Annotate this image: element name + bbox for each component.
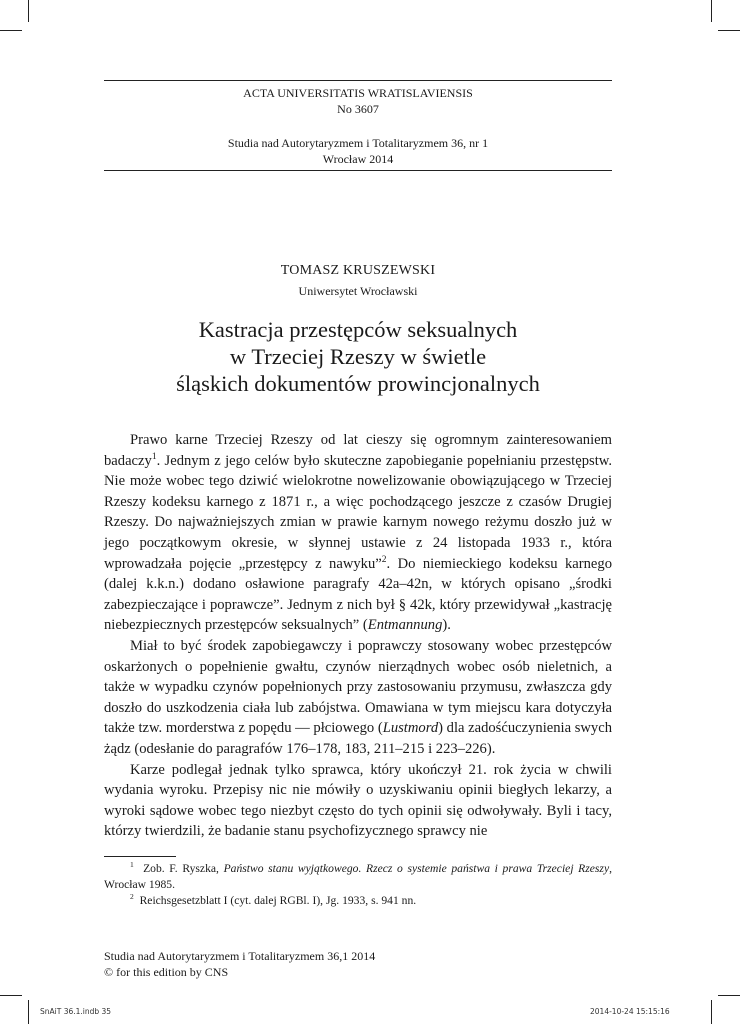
paragraph bbox=[104, 636, 612, 760]
header-bottom-rule bbox=[104, 170, 612, 171]
paragraph bbox=[104, 430, 612, 636]
crop-mark bbox=[711, 0, 712, 22]
text-run: ) dla zadośćuczynienia swych żądz (odesłanie do paragrafów 176–178, 183, 211–215 i 223–226). bbox=[104, 720, 612, 757]
text-run: , Wrocław 1985. bbox=[104, 862, 612, 891]
text-run: Reichsgesetzblatt I (cyt. dalej RGBl. I), Jg. 1933, s. 941 nn. bbox=[139, 894, 417, 907]
footnote-rule bbox=[104, 856, 176, 857]
footnotes bbox=[104, 861, 612, 909]
journal-name: ACTA UNIVERSITATIS WRATISLAVIENSIS bbox=[243, 86, 473, 100]
page-footer bbox=[104, 948, 375, 980]
italic-term: Entmannung bbox=[367, 617, 443, 634]
article-body bbox=[104, 430, 612, 842]
crop-mark bbox=[711, 1000, 712, 1024]
footer-line: © for this edition by CNS bbox=[104, 965, 229, 979]
text-run: Miał to być środek zapobiegawczy i poprawczy stosowany wobec przestępców oskarżonych o popełnienie gwałtu, czynów nierządnych wobec osób nieletnich, a także w wypadku czynów popełnionych przy zastosowaniu przymusu, zwłaszcza gdy doszło do uszkodzenia ciała lub zabójstwa. Omawiana w tym miejscu kara dotyczyła także tzw. morderstwa z popędu — płciowego ( bbox=[104, 637, 612, 737]
author-affiliation: Uniwersytet Wrocławski bbox=[298, 284, 418, 298]
text-run: Zob. F. Ryszka, bbox=[143, 862, 224, 875]
crop-mark bbox=[0, 995, 22, 996]
author-name: TOMASZ KRUSZEWSKI bbox=[280, 263, 436, 278]
article-title bbox=[104, 316, 612, 397]
slug-file: SnAiT 36.1.indb 35 bbox=[40, 1007, 112, 1016]
crop-mark bbox=[28, 0, 29, 22]
text-run: Prawo karne Trzeciej Rzeszy od lat cieszy się ogromnym zainteresowaniem badaczy bbox=[104, 432, 612, 469]
title-line: Kastracja przestępców seksualnych bbox=[198, 317, 518, 342]
title-line: w Trzeciej Rzeszy w świetle bbox=[229, 344, 487, 369]
footnote-ref[interactable]: 2 bbox=[381, 554, 387, 565]
journal-series: Studia nad Autorytaryzmem i Totalitaryzmem 36, nr 1 bbox=[227, 136, 489, 150]
footnote bbox=[104, 861, 612, 893]
footnote-number: 1 bbox=[130, 860, 134, 870]
journal-number: No 3607 bbox=[337, 102, 379, 116]
text-run: ). bbox=[442, 617, 451, 634]
text-run: . Do niemieckiego kodeksu karnego (dalej k.k.n.) dodano osławione paragrafy 42a–42n, w których opisano „środki zabezpieczające i poprawcze”. Jednym z nich był § 42k, który przewidywał „kastrację niebezpiecznych przestępców seksualnych” ( bbox=[104, 555, 612, 634]
journal-place-year: Wrocław 2014 bbox=[322, 152, 394, 166]
footer-line: Studia nad Autorytaryzmem i Totalitaryzmem 36,1 2014 bbox=[104, 949, 376, 963]
crop-mark bbox=[0, 30, 22, 31]
crop-mark bbox=[28, 1000, 29, 1024]
italic-title: Państwo stanu wyjątkowego. Rzecz o systemie państwa i prawa Trzeciej Rzeszy bbox=[223, 862, 610, 875]
text-run: . Jednym z jego celów było skuteczne zapobieganie popełnianiu przestępstw. Nie może wobec tego dziwić wielokrotne nowelizowanie obowiązującego w Trzeciej Rzeszy kodeksu karnego z 1871 r., a więc pochodzącego jeszcze z czasów Drugiej Rzeszy. Do najważniejszych zmian w prawie karnym nowego reżymu doszło już w jego początkowym okresie, w słynnej ustawie z 24 listopada 1933 r., która wprowadzała pojęcie „przestępcy z nawyku” bbox=[104, 452, 612, 572]
slug-timestamp: 2014-10-24 15:15:16 bbox=[590, 1007, 670, 1016]
italic-term: Lustmord bbox=[382, 720, 439, 737]
crop-mark bbox=[718, 30, 740, 31]
footnote bbox=[104, 893, 612, 909]
crop-mark bbox=[718, 995, 740, 996]
footnote-number: 2 bbox=[130, 892, 134, 902]
header-top-rule bbox=[104, 80, 612, 81]
paragraph: Karze podlegał jednak tylko sprawca, który ukończył 21. rok życia w chwili wydania wyroku. Przepisy nic nie mówiły o uzyskiwaniu opinii biegłych lekarzy, a wyroki sądowe wobec tego niezbyt często do tych opinii się odwoływały. Byli i tacy, którzy twierdzili, że badanie stanu psychofizycznego sprawcy nie bbox=[104, 761, 612, 840]
title-line: śląskich dokumentów prowincjonalnych bbox=[176, 371, 540, 396]
footnote-ref[interactable]: 1 bbox=[151, 451, 157, 462]
